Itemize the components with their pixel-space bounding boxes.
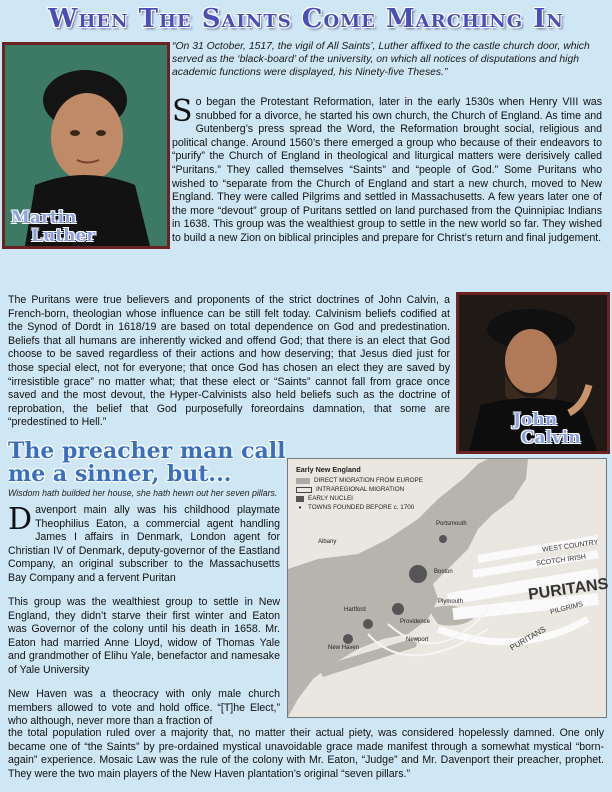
dot-icon: • xyxy=(298,502,302,512)
map-label-puritans: PURITANS xyxy=(527,575,610,604)
map-legend xyxy=(296,465,436,512)
page-title: When The Saints Come Marching In xyxy=(48,4,564,34)
legend-direct-migration xyxy=(296,476,436,485)
map-label-providence: Providence xyxy=(400,619,431,625)
map-label-pilgrims: PILGRIMS xyxy=(549,601,584,616)
map-label-boston: Boston xyxy=(434,569,453,575)
legend-towns xyxy=(296,503,436,512)
section-davenport-text: avenport main ally was his childhood playmate Theophilius Eaton, a commercial agent handling James I affairs in Denmark, London agent for Christian IV of Denmark, deputy-governor of the Eastland Company, an original subscriber to the Massachusetts Bay Company and a fervent Puritan xyxy=(8,504,280,584)
legend-nuclei xyxy=(296,494,436,503)
proverb: Wisdom hath builded her house, she hath hewn out her seven pillars. xyxy=(8,488,278,498)
map-label-puritans-lower: PURITANS xyxy=(508,624,548,653)
section-reformation xyxy=(172,96,602,246)
section-wealthiest xyxy=(8,596,280,678)
section-calvinism-text: The Puritans were true believers and proponents of the strict doctrines of John Calvin, a French-born, theologian whose influence can be still felt today. Calvinism beliefs codified at the Synod of Dordt in 1618/19 are based on total dependence on God and predestination. Beliefs that all humans are inherently wicked and offend God; that there is an elect that God choose to be saved regardless of their actions and how deserving; that Jesus died just for those special elect, not for everyone; that once God has chosen an elect they are saved by “irresistible grace” no matter what; that these elect or “Saints” cannot fall from grace once saved and the most devout, the Hyper-Calvinists also held beliefs such as the doctrine of reprobation, the belief that God purposefully foreordains damnation, that some are “predestined to Hell.” xyxy=(8,294,450,429)
map-label-west-country: WEST COUNTRY xyxy=(541,539,599,554)
section-theocracy-top xyxy=(8,688,280,729)
section-calvinism xyxy=(8,294,450,430)
martin-luther-portrait xyxy=(2,42,170,249)
map-label-newport: Newport xyxy=(406,637,429,643)
section-theocracy-top-text: New Haven was a theocracy with only male church members allowed to vote and hold office. “[T]he Elect,” who although, never more than a fraction of xyxy=(8,688,280,728)
luther-quote: “On 31 October, 1517, the vigil of All Saints’, Luther affixed to the castle church door, which served as the ‘black-board’ of the university, on which all notices of disputations and high academic functions were displayed, his Ninety-five Theses.” xyxy=(172,41,590,78)
luther-caption-first: Martin xyxy=(11,208,77,228)
section-theocracy-bottom-text: the total population ruled over a majority that, no matter their actual piety, was considered hopelessly damned. One only became one of “the Saints” by pre-ordained mystical unavoidable grace made manifest through a somewhat mystical “born-again” experience. Mosaic Law was the rule of the colony with Mr. Eaton, “Judge” and Mr. Davenport their preacher, prophet. They were the two main players of the New Haven plantation’s original “seven pillars.” xyxy=(8,727,604,780)
map-label-albany: Albany xyxy=(318,539,337,545)
map-label-hartford: Hartford xyxy=(344,607,366,613)
section-theocracy-bottom xyxy=(8,727,604,781)
legend-label: EARLY NUCLEI xyxy=(308,495,353,502)
map-title: Early New England xyxy=(296,465,361,474)
legend-intraregional xyxy=(296,485,436,494)
arrow-icon xyxy=(296,487,312,493)
square-icon xyxy=(296,496,304,502)
john-calvin-portrait xyxy=(456,292,610,454)
early-new-england-map xyxy=(287,458,610,718)
map-label-portsmouth: Portsmouth xyxy=(436,521,467,527)
map-label-scotch-irish: SCOTCH IRISH xyxy=(535,553,587,568)
section-subhead: The preacher man call me a sinner, but... xyxy=(8,438,286,487)
luther-caption-last: Luther xyxy=(31,226,96,246)
legend-label: TOWNS FOUNDED BEFORE c. 1700 xyxy=(308,504,415,511)
section-reformation-text: o began the Protestant Reformation, later in the early 1530s when Henry VIII was snubbed for a divorce, he started his own church, the Church of England. As time and Gutenberg’s press spread the Word, the Reformation brought social, religious and political change. Around 1560’s there emerged a group who because of their endeavors to “purify” the Church of England in theological and liturgical matters were derisively called “Puritans.” They called themselves “Saints” and “people of God.” Some Puritans who wished to “separate from the Church of England and start a new church, moved to New England. They were called Pilgrims and settled in Massachusetts. A few years later one of the more “devout” group of Puritans settled on land purchased from the Quinnipiac Indians in 1638. This group was the wealthiest group to settle in the new world so far. They wished to build a new Zion on biblical principles and prepare for Christ’s return and final judgement. xyxy=(172,96,602,244)
calvin-caption-last: Calvin xyxy=(521,428,581,448)
calvin-caption-first: John xyxy=(513,410,558,430)
map-label-new-haven: New Haven xyxy=(328,645,360,651)
dropcap-s: S xyxy=(172,94,193,129)
legend-label: DIRECT MIGRATION FROM EUROPE xyxy=(314,477,423,484)
dropcap-d: D xyxy=(8,502,33,537)
legend-label: INTRAREGIONAL MIGRATION xyxy=(316,486,405,493)
section-wealthiest-text: This group was the wealthiest group to settle in New England, they didn’t starve their first winter and Eaton was Governor of the colony until his death in 1658. Mr. Eaton had married Anne Lloyd, widow of Thomas Yale and grandmother of Elihu Yale, benefactor and namesake of Yale University xyxy=(8,596,280,676)
arrow-icon xyxy=(296,478,310,484)
map-label-plymouth: Plymouth xyxy=(438,599,464,605)
section-davenport xyxy=(8,504,280,586)
